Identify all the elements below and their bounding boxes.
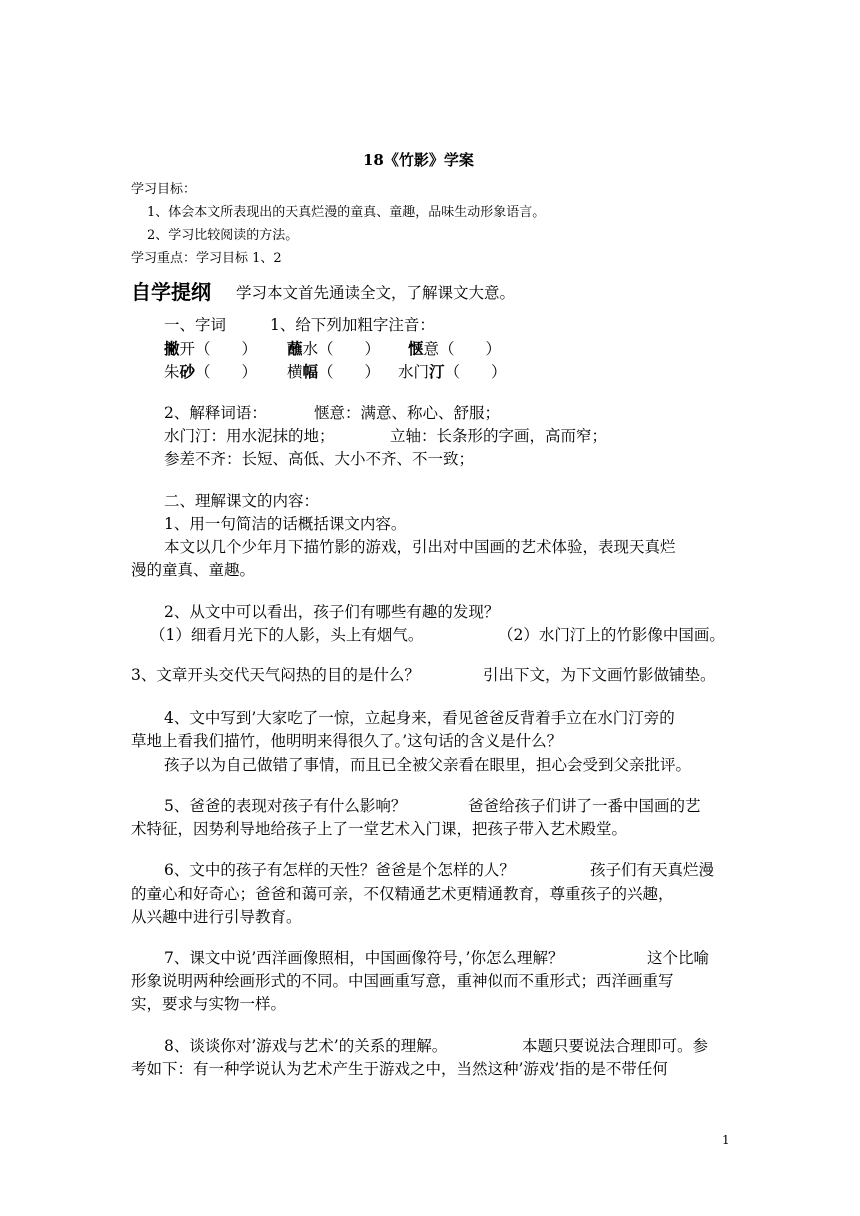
answer: 本题只要说法合理即可。参 bbox=[522, 1037, 709, 1055]
question: 2、从文中可以看出，孩子们有哪些有趣的发现？ bbox=[164, 603, 500, 621]
objectives-label: 学习目标： bbox=[131, 182, 197, 197]
definition: 水门汀：用水泥抹的地； bbox=[164, 427, 335, 445]
answer: 术特征，因势利导地给孩子上了一堂艺术入门课，把孩子带入艺术殿堂。 bbox=[131, 820, 628, 838]
pinyin-bold-char: 砂 bbox=[179, 362, 196, 381]
pinyin-item bbox=[164, 364, 257, 381]
definition: 参差不齐：长短、高低、大小不齐、不一致； bbox=[164, 450, 475, 468]
pinyin-item bbox=[164, 341, 257, 358]
definition: 立轴：长条形的字画，高而窄； bbox=[390, 427, 608, 445]
pinyin-item bbox=[287, 341, 380, 358]
question: 3、文章开头交代天气闷热的目的是什么？ bbox=[131, 666, 420, 684]
answer: （1）细看月光下的人影，头上有烟气。 bbox=[150, 626, 424, 644]
self-study-heading: 自学提纲 bbox=[131, 280, 211, 304]
pinyin-pre: 朱 bbox=[164, 363, 180, 381]
answer: 孩子以为自己做错了事情，而且已全被父亲看在眼里，担心会受到父亲批评。 bbox=[164, 756, 692, 774]
part2-label: 二、理解课文的内容： bbox=[164, 492, 320, 510]
answer: 这个比喻 bbox=[647, 949, 710, 967]
answer: 实，要求与实物一样。 bbox=[131, 995, 287, 1013]
pinyin-rest: 水（ ） bbox=[302, 340, 381, 358]
pinyin-item bbox=[398, 364, 507, 381]
part1-label: 一、字词 bbox=[164, 316, 227, 334]
question: 8、谈谈你对’游戏与艺术’的关系的理解。 bbox=[164, 1037, 448, 1055]
answer: 孩子们有天真烂漫 bbox=[590, 861, 715, 879]
question: 6、文中的孩子有怎样的天性？爸爸是个怎样的人？ bbox=[164, 861, 515, 879]
document-title: 18《竹影》学案 bbox=[363, 151, 474, 169]
pinyin-item bbox=[408, 341, 501, 358]
question: 草地上看我们描竹，他明明来得很久了。’这句话的含义是什么？ bbox=[131, 732, 563, 750]
key-point: 学习重点：学习目标 1、2 bbox=[131, 251, 282, 266]
pinyin-rest: （ ） bbox=[444, 363, 507, 381]
pinyin-bold-char: 撇 bbox=[164, 339, 180, 358]
answer: 本文以几个少年月下描竹影的游戏，引出对中国画的艺术体验，表现天真烂 bbox=[164, 538, 676, 556]
part1-task1: 1、给下列加粗字注音： bbox=[270, 316, 435, 334]
pinyin-bold-char: 幅 bbox=[302, 362, 319, 381]
question: 5、爸爸的表现对孩子有什么影响？ bbox=[164, 797, 407, 815]
page-number: 1 bbox=[722, 1133, 730, 1147]
answer: 的童心和好奇心；爸爸和蔼可亲，不仅精通艺术更精通教育，尊重孩子的兴趣， bbox=[131, 885, 674, 903]
answer: 漫的童真、童趣。 bbox=[131, 561, 256, 579]
pinyin-rest: 开（ ） bbox=[179, 340, 258, 358]
answer: 从兴趣中进行引导教育。 bbox=[131, 908, 302, 926]
objective-item-2: 2、学习比较阅读的方法。 bbox=[147, 228, 299, 243]
pinyin-bold-char: 惬 bbox=[408, 339, 424, 358]
definition: 惬意：满意、称心、舒服； bbox=[314, 404, 501, 422]
pinyin-rest: （ ） bbox=[318, 363, 381, 381]
answer: （2）水门汀上的竹影像中国画。 bbox=[498, 626, 725, 644]
self-study-intro: 学习本文首先通读全文，了解课文大意。 bbox=[236, 284, 516, 302]
answer: 考如下：有一种学说认为艺术产生于游戏之中，当然这种’游戏’指的是不带任何 bbox=[131, 1060, 668, 1078]
answer: 爸爸给孩子们讲了一番中国画的艺 bbox=[468, 797, 701, 815]
pinyin-bold-char: 蘸 bbox=[287, 339, 303, 358]
answer: 引出下文，为下文画竹影做铺垫。 bbox=[483, 666, 716, 684]
part1-task2: 2、解释词语： bbox=[164, 404, 267, 422]
pinyin-rest: （ ） bbox=[195, 363, 258, 381]
question: 1、用一句简洁的话概括课文内容。 bbox=[164, 515, 407, 533]
pinyin-rest: 意（ ） bbox=[423, 340, 502, 358]
pinyin-pre: 水门 bbox=[398, 363, 430, 381]
answer: 形象说明两种绘画形式的不同。中国画重写意，重神似而不重形式；西洋画重写 bbox=[131, 972, 674, 990]
question: 7、课文中说’西洋画像照相，中国画像符号，’你怎么理解？ bbox=[164, 949, 564, 967]
question: 4、文中写到’大家吃了一惊，立起身来，看见爸爸反背着手立在水门汀旁的 bbox=[164, 709, 675, 727]
objective-item-1: 1、体会本文所表现出的天真烂漫的童真、童趣，品味生动形象语言。 bbox=[147, 205, 546, 220]
pinyin-pre: 横 bbox=[287, 363, 303, 381]
pinyin-item bbox=[287, 364, 380, 381]
pinyin-bold-char: 汀 bbox=[429, 362, 445, 381]
